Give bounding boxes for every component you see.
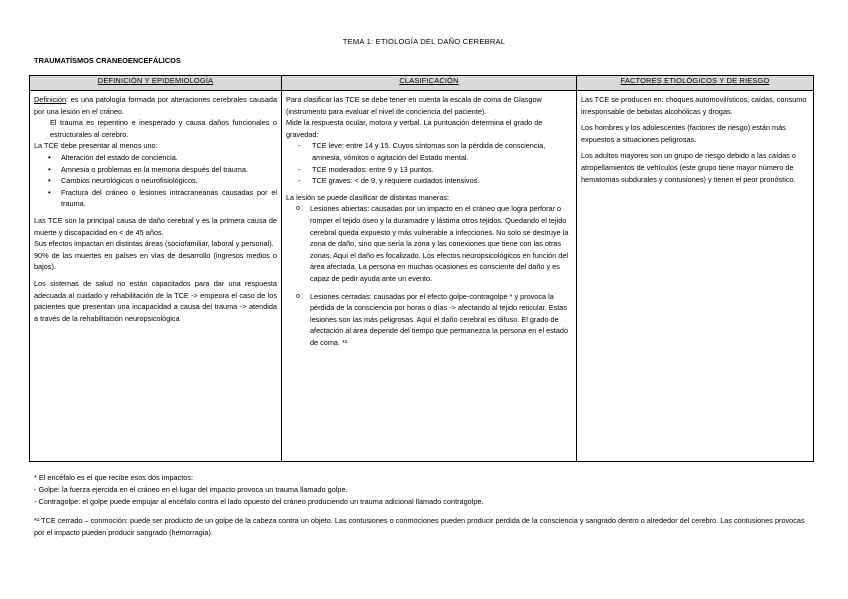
footnote-line: - Golpe: la fuerza ejercida en el cráneo en el lugar del impacto provoca un trauma llamado golpe.: [34, 485, 348, 495]
epidemiology-line: Las TCE son la principal causa de daño cerebral y es la primera causa de muerte y discapacidad en < de 45 años.: [34, 215, 277, 237]
content-table: [29, 75, 814, 462]
factor-paragraph: Los adultos mayores son un grupo de riesgo debido a las caídas o atropellamientos de vehículos (este grupo tiene mayor número de hematomas subdurales y contusiones) y tienen el peor pronóstico.: [581, 151, 796, 184]
footnote-line: - Contragolpe: el golpe puede empujar al encéfalo contra el lado opuesto del cráneo produciendo un trauma adicional llamado contragolpe.: [34, 497, 484, 507]
lesion-list: [286, 203, 572, 348]
lesion-intro: La lesión se puede clasificar de distintas maneras:: [286, 192, 450, 202]
header-factores: FACTORES ETIOLÓGICOS Y DE RIESGO: [577, 76, 814, 91]
list-item: - TCE moderados: entre 9 y 13 puntos.: [298, 164, 572, 176]
list-item: • Fractura del cráneo o lesiones intracraneanas causadas por el trauma.: [52, 187, 277, 210]
definition-text: : es una patología formada por alteraciones cerebrales causada por una lesión en el cráneo.: [34, 95, 277, 116]
content-row: [30, 91, 814, 462]
glasgow-measure: Mide la respuesta ocular, motora y verbal. La puntuación determina el grado de gravedad:: [286, 118, 543, 139]
list-item: - TCE graves: < de 9, y requiere cuidados intensivos.: [298, 175, 572, 187]
clasificacion-cell: [282, 91, 577, 462]
definition-continuation: El trauma es repentino e inesperado y causa daños funcionales o estructurales al cerebro.: [50, 118, 277, 139]
list-item: • Alteración del estado de conciencia.: [52, 152, 277, 164]
list-item: - TCE leve: entre 14 y 15. Cuyos síntomas son la pérdida de consciencia, amnesia, vómitos o agitación del Estado mental.: [298, 140, 572, 163]
definition-paragraph: [34, 94, 277, 117]
factores-cell: [577, 91, 814, 462]
section-title: TRAUMATÍSMOS CRANEOENCEFÁLICOS: [34, 56, 181, 65]
header-definicion: DEFINICIÓN Y EPIDEMIOLOGÍA: [30, 76, 282, 91]
definicion-cell: [30, 91, 282, 462]
document-title: TEMA 1: ETIOLOGÍA DEL DAÑO CEREBRAL: [342, 37, 506, 46]
list-item: • Amnesia o problemas en la memoria después del trauma.: [52, 164, 277, 176]
glasgow-intro: Para clasificar las TCE se debe tener en cuenta la escala de coma de Glasgow (instrumento para evaluar el nivel de conciencia del paciente).: [286, 95, 542, 116]
list-item: o Lesiones cerradas: causadas por el efecto golpe-contragolpe * y provoca la pérdida de la consciencia por horas o días -> afectando al tejido reticular. Estas lesiones son las más peligrosas. Aquí el daño cerebral es difuso. El grado de afectación al área depende del tiempo que permanezca la persona en el estado de coma. *²: [296, 291, 572, 349]
factor-paragraph: Las TCE se producen en: choques automovilísticos, caídas, consumo irresponsable de bebidas alcohólicas y drogas.: [581, 95, 807, 116]
symptom-list: [34, 152, 277, 210]
header-row: [30, 76, 814, 91]
definition-label: Definición: [34, 95, 67, 104]
header-clasificacion: CLASIFICACIÓN: [282, 76, 577, 91]
footnotes: [34, 472, 814, 539]
footnote-line: * El encéfalo es el que recibe esos dos impactos:: [34, 473, 193, 482]
footnote-line: *² TCE cerrado – conmoción: puede ser producto de un golpe de la cabeza contra un objeto. Las contusiones o conmociones pueden producir perdida de la consciencia y sangrado dentro o alrededor del cerebro. Las contusiones provocas por el impacto pueden producir sangrado (hemorragia).: [34, 515, 805, 537]
epidemiology-line: Sus efectos impactan en distintas áreas (sociofamiliar, laboral y personal).: [34, 239, 274, 249]
severity-list: [286, 140, 572, 186]
list-item: • Cambios neurológicos o neurofisiológicos.: [52, 175, 277, 187]
health-systems-paragraph: Los sistemas de salud no están capacitados para dar una respuesta adecuada al cuidado y rehabilitación de la TCE -> empeora el caso de los pacientes que presentan una incapacidad a causa del trauma -> atendida a través de la rehabilitación neuropsicológica: [34, 278, 277, 323]
list-item: o Lesiones abiertas: causadas por un impacto en el cráneo que logra perforar o romper el tejido óseo y la duramadre y lástima otros tejidos. Quedando el tejido cerebral queda expuesto y más vulnerable a infecciones. No solo se destruye la zona de daño, sino que sería la zona y las conexiones que tiene con las otras zonas. Aquí el daño es focalizado. Los efectos neuropsicológicos en función del área afectada. La persona en muchas ocasiones es consciente del daño y es capaz de pedir ayuda ante un evento.: [296, 203, 572, 284]
present-intro: La TCE debe presentar al menos uno:: [34, 141, 158, 151]
factor-paragraph: Los hombres y los adolescentes (factores de riesgo) están más expuestos a situaciones peligrosas.: [581, 123, 786, 144]
epidemiology-line: 90% de las muertes en países en vías de desarrollo (ingresos medios o bajos).: [34, 250, 277, 272]
